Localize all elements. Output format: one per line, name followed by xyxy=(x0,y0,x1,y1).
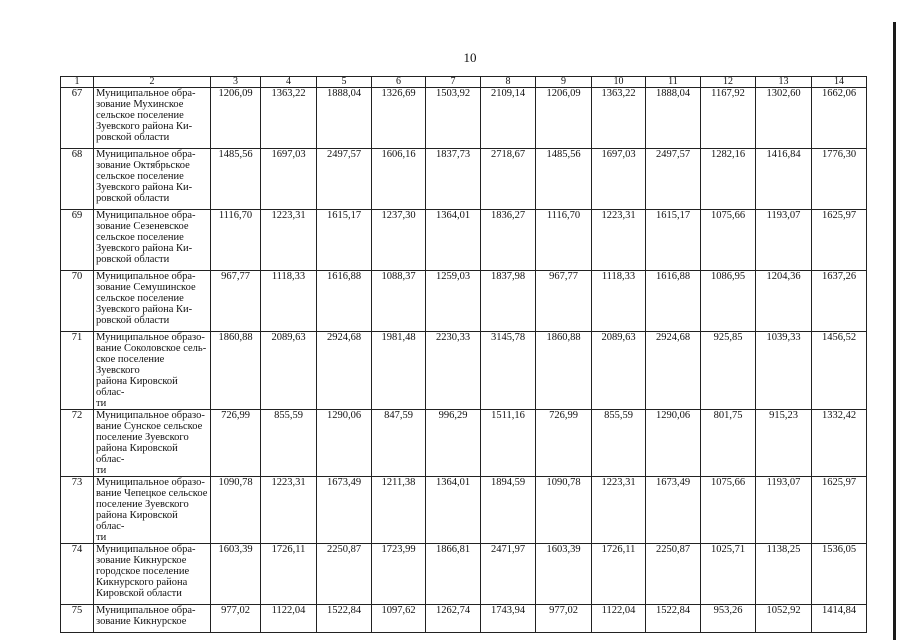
municipality-name-line: ровской области xyxy=(96,132,170,143)
table-row xyxy=(61,210,867,271)
value-cell: 1837,98 xyxy=(481,271,536,332)
value-cell: 1332,42 xyxy=(812,410,867,477)
value-cell: 1888,04 xyxy=(646,88,701,149)
municipality-name-line: вание Чепецкое сельское xyxy=(96,488,208,499)
row-number: 73 xyxy=(61,477,94,544)
municipality-name-line: Кикнурского района xyxy=(96,577,188,588)
municipality-name-line: ровской области xyxy=(96,315,170,326)
value-cell: 2089,63 xyxy=(261,332,317,410)
value-cell: 1616,88 xyxy=(317,271,372,332)
value-cell: 1697,03 xyxy=(592,149,646,210)
value-cell: 1204,36 xyxy=(756,271,812,332)
municipality-name-line: сельское поселение xyxy=(96,171,184,182)
value-cell: 1206,09 xyxy=(211,88,261,149)
value-cell: 2497,57 xyxy=(646,149,701,210)
value-cell: 1673,49 xyxy=(646,477,701,544)
value-cell: 1888,04 xyxy=(317,88,372,149)
value-cell: 2924,68 xyxy=(646,332,701,410)
municipality-name-line: Кировской области xyxy=(96,588,182,599)
value-cell: 1456,52 xyxy=(812,332,867,410)
value-cell: 1662,06 xyxy=(812,88,867,149)
municipality-name-line: вание Сунское сельское xyxy=(96,421,203,432)
value-cell: 1837,73 xyxy=(426,149,481,210)
municipality-name-line: ти xyxy=(96,532,107,543)
row-number: 74 xyxy=(61,544,94,605)
table-row xyxy=(61,605,867,633)
value-cell: 1673,49 xyxy=(317,477,372,544)
value-cell: 1193,07 xyxy=(756,210,812,271)
municipality-name-line: ти xyxy=(96,465,107,476)
value-cell: 2718,67 xyxy=(481,149,536,210)
value-cell: 1637,26 xyxy=(812,271,867,332)
value-cell: 1894,59 xyxy=(481,477,536,544)
municipality-name-line: Муниципальное образо- xyxy=(96,477,205,488)
value-cell: 2250,87 xyxy=(317,544,372,605)
value-cell: 855,59 xyxy=(592,410,646,477)
value-cell: 2471,97 xyxy=(481,544,536,605)
value-cell: 1116,70 xyxy=(536,210,592,271)
value-cell: 1511,16 xyxy=(481,410,536,477)
column-header: 12 xyxy=(701,77,756,88)
value-cell: 2924,68 xyxy=(317,332,372,410)
municipality-name-line: ское поселение Зуевского xyxy=(96,354,165,376)
value-cell: 2230,33 xyxy=(426,332,481,410)
municipality-name xyxy=(94,477,211,544)
value-cell: 1223,31 xyxy=(261,210,317,271)
row-number: 67 xyxy=(61,88,94,149)
value-cell: 977,02 xyxy=(211,605,261,633)
value-cell: 1211,38 xyxy=(372,477,426,544)
value-cell: 1206,09 xyxy=(536,88,592,149)
row-number: 75 xyxy=(61,605,94,633)
value-cell: 1075,66 xyxy=(701,210,756,271)
value-cell: 1697,03 xyxy=(261,149,317,210)
municipality-name-line: вание Соколовское сель- xyxy=(96,343,207,354)
value-cell: 1536,05 xyxy=(812,544,867,605)
municipality-name-line: сельское поселение xyxy=(96,232,184,243)
value-cell: 801,75 xyxy=(701,410,756,477)
value-cell: 1615,17 xyxy=(646,210,701,271)
value-cell: 847,59 xyxy=(372,410,426,477)
municipality-name-line: городское поселение xyxy=(96,566,190,577)
municipality-name xyxy=(94,410,211,477)
municipality-name-line: района Кировской облас- xyxy=(96,510,178,532)
value-cell: 1052,92 xyxy=(756,605,812,633)
value-cell: 1606,16 xyxy=(372,149,426,210)
municipality-name-line: поселение Зуевского xyxy=(96,499,189,510)
row-number: 72 xyxy=(61,410,94,477)
value-cell: 1326,69 xyxy=(372,88,426,149)
value-cell: 1836,27 xyxy=(481,210,536,271)
municipality-name xyxy=(94,88,211,149)
value-cell: 2250,87 xyxy=(646,544,701,605)
municipality-name-line: Муниципальное обра- xyxy=(96,544,196,555)
value-cell: 967,77 xyxy=(211,271,261,332)
municipality-name xyxy=(94,605,211,633)
value-cell: 1025,71 xyxy=(701,544,756,605)
value-cell: 967,77 xyxy=(536,271,592,332)
municipality-name-line: зование Кикнурское xyxy=(96,555,187,566)
value-cell: 1088,37 xyxy=(372,271,426,332)
right-edge-rule xyxy=(893,22,896,640)
municipality-name-line: сельское поселение xyxy=(96,110,184,121)
value-cell: 1364,01 xyxy=(426,210,481,271)
municipality-name xyxy=(94,149,211,210)
data-table xyxy=(60,76,867,633)
header-row xyxy=(61,77,867,88)
page-number: 10 xyxy=(463,50,477,65)
table-row xyxy=(61,410,867,477)
value-cell: 1723,99 xyxy=(372,544,426,605)
value-cell: 1237,30 xyxy=(372,210,426,271)
column-header: 10 xyxy=(592,77,646,88)
value-cell: 1522,84 xyxy=(317,605,372,633)
municipality-name-line: ровской области xyxy=(96,254,170,265)
municipality-name-line: Муниципальное образо- xyxy=(96,410,205,421)
municipality-name-line: зование Семушинское xyxy=(96,282,196,293)
value-cell: 1118,33 xyxy=(592,271,646,332)
value-cell: 1167,92 xyxy=(701,88,756,149)
value-cell: 1223,31 xyxy=(592,477,646,544)
value-cell: 855,59 xyxy=(261,410,317,477)
municipality-name-line: поселение Зуевского xyxy=(96,432,189,443)
value-cell: 1290,06 xyxy=(646,410,701,477)
value-cell: 1282,16 xyxy=(701,149,756,210)
value-cell: 1615,17 xyxy=(317,210,372,271)
column-header: 13 xyxy=(756,77,812,88)
value-cell: 1414,84 xyxy=(812,605,867,633)
municipality-name xyxy=(94,271,211,332)
column-header: 3 xyxy=(211,77,261,88)
value-cell: 1860,88 xyxy=(211,332,261,410)
value-cell: 1603,39 xyxy=(536,544,592,605)
value-cell: 1616,88 xyxy=(646,271,701,332)
column-header: 5 xyxy=(317,77,372,88)
table-row xyxy=(61,544,867,605)
value-cell: 726,99 xyxy=(211,410,261,477)
value-cell: 2497,57 xyxy=(317,149,372,210)
value-cell: 2089,63 xyxy=(592,332,646,410)
row-number: 70 xyxy=(61,271,94,332)
municipality-name-line: района Кировской облас- xyxy=(96,376,178,398)
value-cell: 1625,97 xyxy=(812,477,867,544)
value-cell: 977,02 xyxy=(536,605,592,633)
municipality-name-line: зование Кикнурское xyxy=(96,616,187,627)
municipality-name-line: Муниципальное образо- xyxy=(96,332,205,343)
table-row xyxy=(61,149,867,210)
municipality-name-line: Зуевского района Ки- xyxy=(96,304,193,315)
value-cell: 996,29 xyxy=(426,410,481,477)
municipality-name-line: зование Мухинское xyxy=(96,99,184,110)
value-cell: 1090,78 xyxy=(211,477,261,544)
value-cell: 2109,14 xyxy=(481,88,536,149)
municipality-name-line: Муниципальное обра- xyxy=(96,210,196,221)
municipality-name-line: района Кировской облас- xyxy=(96,443,178,465)
value-cell: 1522,84 xyxy=(646,605,701,633)
value-cell: 915,23 xyxy=(756,410,812,477)
value-cell: 1039,33 xyxy=(756,332,812,410)
value-cell: 726,99 xyxy=(536,410,592,477)
column-header: 11 xyxy=(646,77,701,88)
value-cell: 1118,33 xyxy=(261,271,317,332)
municipality-name-line: Муниципальное обра- xyxy=(96,605,196,616)
value-cell: 1726,11 xyxy=(592,544,646,605)
municipality-name-line: Зуевского района Ки- xyxy=(96,182,193,193)
value-cell: 1075,66 xyxy=(701,477,756,544)
value-cell: 1122,04 xyxy=(261,605,317,633)
municipality-name-line: Муниципальное обра- xyxy=(96,88,196,99)
value-cell: 1223,31 xyxy=(592,210,646,271)
column-header: 4 xyxy=(261,77,317,88)
row-number: 68 xyxy=(61,149,94,210)
column-header: 2 xyxy=(94,77,211,88)
column-header: 1 xyxy=(61,77,94,88)
value-cell: 1416,84 xyxy=(756,149,812,210)
value-cell: 1193,07 xyxy=(756,477,812,544)
table-row xyxy=(61,88,867,149)
value-cell: 3145,78 xyxy=(481,332,536,410)
column-header: 9 xyxy=(536,77,592,88)
municipality-name xyxy=(94,210,211,271)
value-cell: 1364,01 xyxy=(426,477,481,544)
table-row xyxy=(61,271,867,332)
value-cell: 925,85 xyxy=(701,332,756,410)
value-cell: 1223,31 xyxy=(261,477,317,544)
table-row xyxy=(61,477,867,544)
municipality-name-line: зование Сезеневское xyxy=(96,221,189,232)
column-header: 6 xyxy=(372,77,426,88)
municipality-name-line: Муниципальное обра- xyxy=(96,149,196,160)
column-header: 7 xyxy=(426,77,481,88)
value-cell: 1860,88 xyxy=(536,332,592,410)
municipality-name-line: ти xyxy=(96,398,107,409)
value-cell: 1122,04 xyxy=(592,605,646,633)
value-cell: 1981,48 xyxy=(372,332,426,410)
value-cell: 1262,74 xyxy=(426,605,481,633)
municipality-name xyxy=(94,544,211,605)
municipality-name-line: Зуевского района Ки- xyxy=(96,243,193,254)
municipality-name-line: ровской области xyxy=(96,193,170,204)
value-cell: 953,26 xyxy=(701,605,756,633)
value-cell: 1776,30 xyxy=(812,149,867,210)
value-cell: 1090,78 xyxy=(536,477,592,544)
value-cell: 1866,81 xyxy=(426,544,481,605)
value-cell: 1097,62 xyxy=(372,605,426,633)
municipality-name-line: зование Октябрьское xyxy=(96,160,190,171)
value-cell: 1603,39 xyxy=(211,544,261,605)
municipality-name-line: Муниципальное обра- xyxy=(96,271,196,282)
table-row xyxy=(61,332,867,410)
row-number: 69 xyxy=(61,210,94,271)
municipality-name-line: Зуевского района Ки- xyxy=(96,121,193,132)
value-cell: 1503,92 xyxy=(426,88,481,149)
value-cell: 1625,97 xyxy=(812,210,867,271)
row-number: 71 xyxy=(61,332,94,410)
value-cell: 1743,94 xyxy=(481,605,536,633)
value-cell: 1138,25 xyxy=(756,544,812,605)
value-cell: 1290,06 xyxy=(317,410,372,477)
value-cell: 1485,56 xyxy=(211,149,261,210)
value-cell: 1302,60 xyxy=(756,88,812,149)
column-header: 14 xyxy=(812,77,867,88)
value-cell: 1485,56 xyxy=(536,149,592,210)
municipality-name-line: сельское поселение xyxy=(96,293,184,304)
municipality-name xyxy=(94,332,211,410)
value-cell: 1726,11 xyxy=(261,544,317,605)
value-cell: 1363,22 xyxy=(261,88,317,149)
value-cell: 1086,95 xyxy=(701,271,756,332)
value-cell: 1116,70 xyxy=(211,210,261,271)
value-cell: 1259,03 xyxy=(426,271,481,332)
column-header: 8 xyxy=(481,77,536,88)
value-cell: 1363,22 xyxy=(592,88,646,149)
